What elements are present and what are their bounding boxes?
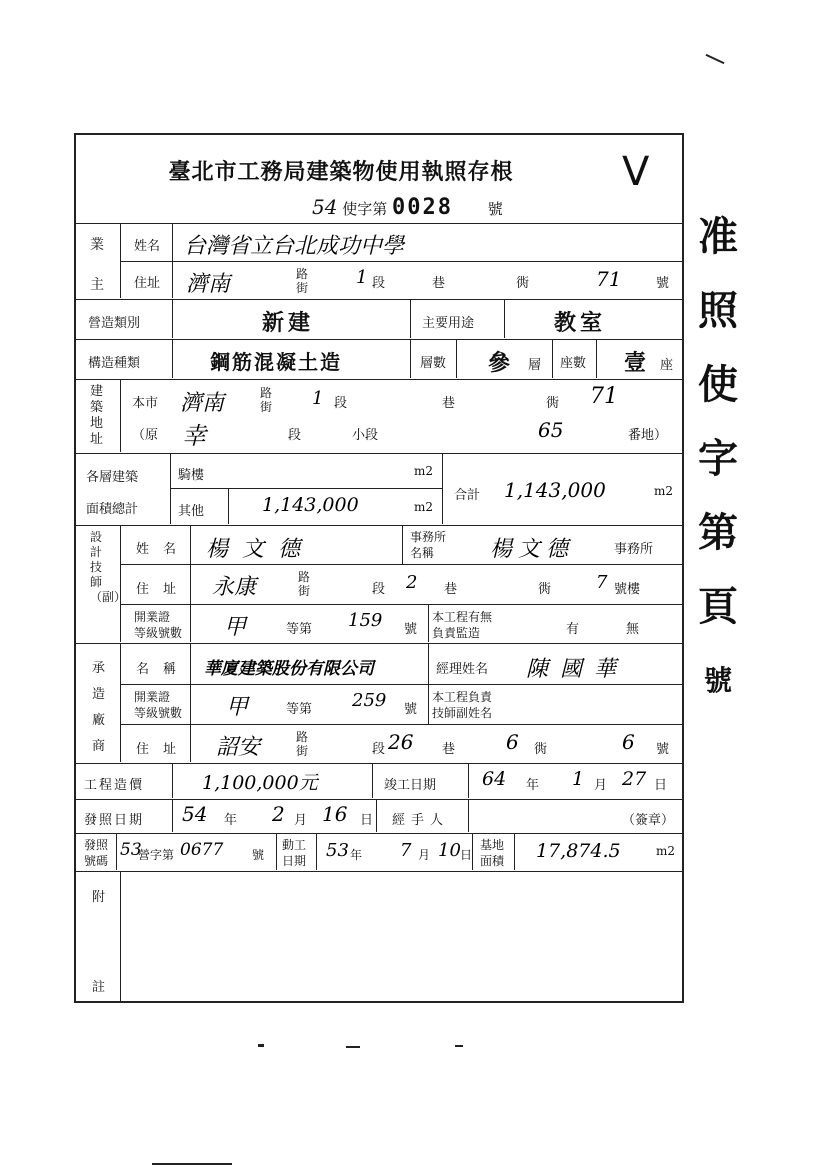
side-char: 字 — [698, 435, 738, 482]
other-label: 其他 — [178, 504, 205, 519]
buildings-value: 壹 — [624, 350, 651, 376]
contractor-license-label-2: 等級號數 — [134, 706, 183, 720]
owner-name-value: 台灣省立台北成功中學 — [184, 234, 405, 259]
site-number-value: 71 — [590, 384, 618, 409]
divider — [472, 834, 473, 870]
contractor-license-label-1: 開業證 — [134, 690, 171, 704]
site-section-value: 1 — [312, 388, 324, 409]
divider — [372, 764, 373, 798]
structure-value: 鋼筋混凝土造 — [210, 350, 342, 374]
floors-value: 參 — [488, 350, 515, 376]
completion-day: 27 — [622, 768, 647, 790]
contractor-section-value: 26 — [388, 730, 414, 754]
completion-month-unit: 月 — [594, 778, 608, 793]
other-area-value: 1,143,000 — [262, 494, 359, 516]
issue-day-unit: 日 — [360, 813, 374, 828]
supervision-label-1: 本工程有無 — [432, 610, 493, 624]
contractor-grade-value: 甲 — [226, 695, 249, 720]
area-label-1: 各層建築 — [86, 470, 139, 485]
scan-mark — [346, 1046, 360, 1048]
cost-label: 工程造價 — [84, 778, 145, 793]
engineer-label-2: 技師副姓名 — [432, 706, 493, 720]
building-permit-number: 0677 — [180, 840, 224, 860]
designer-section-value: 2 — [406, 572, 418, 593]
contractor-street-label: 街 — [296, 744, 309, 758]
divider — [468, 800, 469, 832]
supervision-label-2: 負責監造 — [432, 626, 481, 640]
issue-row — [76, 799, 682, 833]
contractor-section — [76, 643, 682, 763]
contractor-alley-label: 衖 — [534, 742, 548, 757]
site-road-label: 路 — [260, 386, 273, 400]
issue-month-unit: 月 — [294, 813, 308, 828]
permit-number: 0028 — [392, 195, 454, 220]
designer-street-label: 街 — [298, 584, 311, 598]
arcade-label: 騎樓 — [178, 468, 205, 483]
site-district-section-label: 段 — [288, 428, 302, 443]
designer-section — [76, 525, 682, 643]
engineer-label-1: 本工程負責 — [432, 690, 493, 704]
start-label-2: 日期 — [282, 854, 307, 868]
designer-floor-label: 號樓 — [614, 582, 641, 597]
site-section-label: 段 — [334, 396, 348, 411]
owner-section-value: 1 — [356, 267, 368, 288]
area-section — [76, 453, 682, 525]
start-year: 53 — [326, 840, 349, 861]
building-permit-prefix: 營字第 — [138, 848, 175, 862]
side-char: 頁 — [698, 583, 738, 630]
floors-unit: 層 — [528, 358, 542, 373]
floors-label: 層數 — [420, 356, 447, 371]
issue-label: 發照日期 — [84, 813, 145, 828]
owner-name-label: 姓名 — [134, 239, 161, 254]
area-label-2: 面積總計 — [86, 502, 139, 517]
site-lot-value: 65 — [538, 418, 564, 442]
site-address-section — [76, 379, 682, 453]
divider — [170, 488, 442, 489]
cost-row — [76, 763, 682, 799]
main-use-label: 主要用途 — [422, 316, 475, 331]
issue-day: 16 — [322, 802, 348, 826]
contractor-name-value: 華廈建築股份有限公司 — [204, 659, 374, 679]
notes-label-1: 附 — [92, 890, 106, 905]
start-year-unit: 年 — [350, 848, 363, 862]
divider — [428, 644, 429, 684]
building-permit-label-1: 發照 — [84, 838, 109, 852]
cost-value: 1,100,000元 — [202, 772, 318, 794]
office-value: 楊文德 — [490, 537, 575, 562]
total-area-label: 合計 — [454, 488, 481, 503]
scan-mark — [455, 1045, 463, 1047]
contractor-license-value: 259 — [352, 690, 387, 711]
buildings-unit: 座 — [660, 358, 674, 373]
issue-month: 2 — [272, 802, 285, 826]
checkmark: V — [622, 149, 650, 195]
owner-group-label-1: 業 — [90, 237, 104, 253]
building-permit-unit: 號 — [252, 848, 265, 862]
site-group-label: 建築地址 — [90, 384, 104, 447]
designer-license-value: 159 — [348, 610, 383, 631]
permit-number-line — [312, 195, 503, 220]
building-permit-label-2: 號碼 — [84, 854, 109, 868]
owner-alley-label: 衖 — [516, 276, 530, 291]
divider — [120, 380, 121, 452]
site-road-value: 濟南 — [180, 391, 225, 416]
divider — [428, 604, 429, 642]
divider — [172, 764, 173, 798]
contractor-lane-value: 6 — [506, 730, 519, 754]
divider — [428, 684, 429, 724]
issue-year-unit: 年 — [224, 813, 238, 828]
permit-suffix: 號 — [487, 200, 503, 218]
designer-group-label: 設計技師（副） — [90, 530, 127, 604]
completion-label: 竣工日期 — [384, 778, 437, 793]
construction-type-label: 營造類別 — [88, 316, 141, 331]
start-day: 10 — [438, 840, 461, 861]
contractor-manager-label: 經理姓名 — [436, 662, 489, 677]
divider — [116, 834, 117, 870]
completion-year: 64 — [482, 768, 507, 790]
permit-prefix: 使字第 — [342, 200, 388, 218]
office-suffix: 事務所 — [614, 542, 654, 557]
designer-number-value: 7 — [596, 572, 608, 593]
permit-stub-form — [74, 133, 684, 1003]
designer-section-label: 段 — [372, 582, 386, 597]
divider — [172, 340, 173, 378]
site-area-unit: m2 — [656, 844, 676, 858]
divider — [316, 834, 317, 870]
main-use-value: 教室 — [554, 310, 607, 336]
divider — [120, 724, 682, 725]
divider — [120, 526, 121, 642]
construction-type-row — [76, 299, 682, 339]
form-title: 臺北市工務局建築物使用執照存根 — [168, 159, 514, 185]
divider — [456, 340, 457, 378]
owner-street-label: 街 — [296, 281, 309, 295]
office-label-1: 事務所 — [410, 530, 447, 544]
divider — [442, 454, 443, 524]
start-month-unit: 月 — [418, 848, 431, 862]
divider — [170, 454, 171, 524]
permit-year: 54 — [312, 195, 338, 219]
site-city-label: 本市 — [132, 396, 159, 411]
designer-grade-value: 甲 — [224, 615, 247, 640]
divider — [228, 488, 229, 524]
divider — [410, 300, 411, 338]
side-vertical-text — [688, 200, 748, 718]
contractor-section-label: 段 — [372, 742, 386, 757]
divider — [504, 300, 505, 338]
designer-grade-label: 等第 — [286, 622, 313, 637]
divider — [172, 300, 173, 338]
site-lot-label: 番地） — [628, 428, 668, 443]
divider — [468, 764, 469, 798]
construction-type-value: 新建 — [262, 310, 315, 336]
building-permit-year: 53 — [120, 840, 142, 860]
divider — [120, 644, 121, 762]
divider — [172, 800, 173, 832]
divider — [120, 604, 682, 605]
site-street-label: 街 — [260, 400, 273, 414]
divider — [410, 340, 411, 378]
divider — [514, 834, 515, 870]
divider — [120, 564, 682, 565]
site-alley-label: 衖 — [546, 396, 560, 411]
contractor-license-unit: 號 — [404, 702, 418, 717]
contractor-address-label: 住址 — [136, 742, 191, 757]
notes-label-2: 註 — [92, 980, 106, 995]
side-char: 第 — [698, 509, 738, 556]
designer-road-label: 路 — [298, 570, 311, 584]
supervision-yes: 有 — [566, 622, 580, 637]
owner-number-label: 號 — [656, 276, 670, 291]
scan-mark — [152, 1163, 232, 1165]
site-sub-section-label: 小段 — [352, 428, 379, 443]
building-permit-row — [76, 833, 682, 871]
owner-road-label: 路 — [296, 267, 309, 281]
contractor-road-label: 路 — [296, 730, 309, 744]
owner-group-label-2: 主 — [90, 277, 104, 293]
divider — [120, 261, 682, 262]
contractor-address-value: 詔安 — [216, 735, 261, 760]
owner-lane-label: 巷 — [432, 276, 446, 291]
issue-year: 54 — [182, 802, 208, 826]
divider — [190, 644, 191, 762]
contractor-lane-label: 巷 — [442, 742, 456, 757]
arcade-unit: m2 — [414, 464, 434, 478]
site-area-label-1: 基地 — [480, 838, 505, 852]
supervision-no: 無 — [626, 622, 640, 637]
site-orig-label: （原 — [132, 428, 159, 443]
designer-alley-label: 衖 — [538, 582, 552, 597]
designer-lane-label: 巷 — [444, 582, 458, 597]
divider — [120, 872, 121, 1002]
owner-section-label: 段 — [372, 276, 386, 291]
site-area-value: 17,874.5 — [536, 840, 621, 862]
other-unit: m2 — [414, 500, 434, 514]
divider — [120, 684, 682, 685]
structure-label: 構造種類 — [88, 356, 141, 371]
side-char: 照 — [698, 287, 738, 334]
site-lane-label: 巷 — [442, 396, 456, 411]
designer-address-value: 永康 — [212, 575, 257, 600]
total-area-unit: m2 — [654, 484, 674, 498]
handler-label: 經手人 — [392, 813, 450, 828]
divider — [402, 526, 403, 564]
divider — [172, 224, 173, 298]
side-char: 准 — [698, 213, 738, 260]
designer-license-label-1: 開業證 — [134, 610, 171, 624]
designer-name-label: 姓名 — [136, 542, 191, 557]
side-char: 使 — [698, 361, 738, 408]
completion-year-unit: 年 — [526, 778, 540, 793]
site-district-value: 幸 — [182, 422, 206, 450]
designer-license-label-2: 等級號數 — [134, 626, 183, 640]
start-month: 7 — [400, 840, 412, 861]
divider — [276, 834, 277, 870]
contractor-name-label: 名稱 — [136, 662, 191, 677]
office-label-2: 名稱 — [410, 546, 435, 560]
site-area-label-2: 面積 — [480, 854, 505, 868]
designer-address-label: 住址 — [136, 582, 191, 597]
contractor-group-label: 承造廠商 — [92, 661, 106, 754]
completion-day-unit: 日 — [654, 778, 668, 793]
owner-number-value: 71 — [596, 267, 622, 291]
contractor-number-label: 號 — [656, 742, 670, 757]
start-day-unit: 日 — [460, 848, 473, 862]
owner-address-label: 住址 — [134, 276, 161, 291]
contractor-grade-label: 等第 — [286, 702, 313, 717]
designer-name-value: 楊文德 — [206, 537, 315, 562]
notes-section — [76, 871, 682, 1003]
contractor-number-value: 6 — [622, 730, 635, 754]
designer-license-unit: 號 — [404, 622, 418, 637]
divider — [552, 340, 553, 378]
side-char: 號 — [703, 664, 732, 697]
divider — [596, 340, 597, 378]
divider — [376, 800, 377, 832]
structure-row — [76, 339, 682, 379]
scan-mark — [706, 54, 725, 64]
contractor-manager-value: 陳國華 — [526, 657, 629, 682]
scan-mark — [258, 1044, 264, 1047]
owner-address-road: 濟南 — [186, 272, 231, 297]
completion-month: 1 — [572, 768, 585, 790]
buildings-label: 座數 — [560, 356, 587, 371]
owner-section — [76, 223, 682, 299]
divider — [190, 526, 191, 642]
seal-label: （簽章） — [622, 813, 675, 828]
start-label-1: 動工 — [282, 838, 307, 852]
total-area-value: 1,143,000 — [504, 478, 606, 502]
